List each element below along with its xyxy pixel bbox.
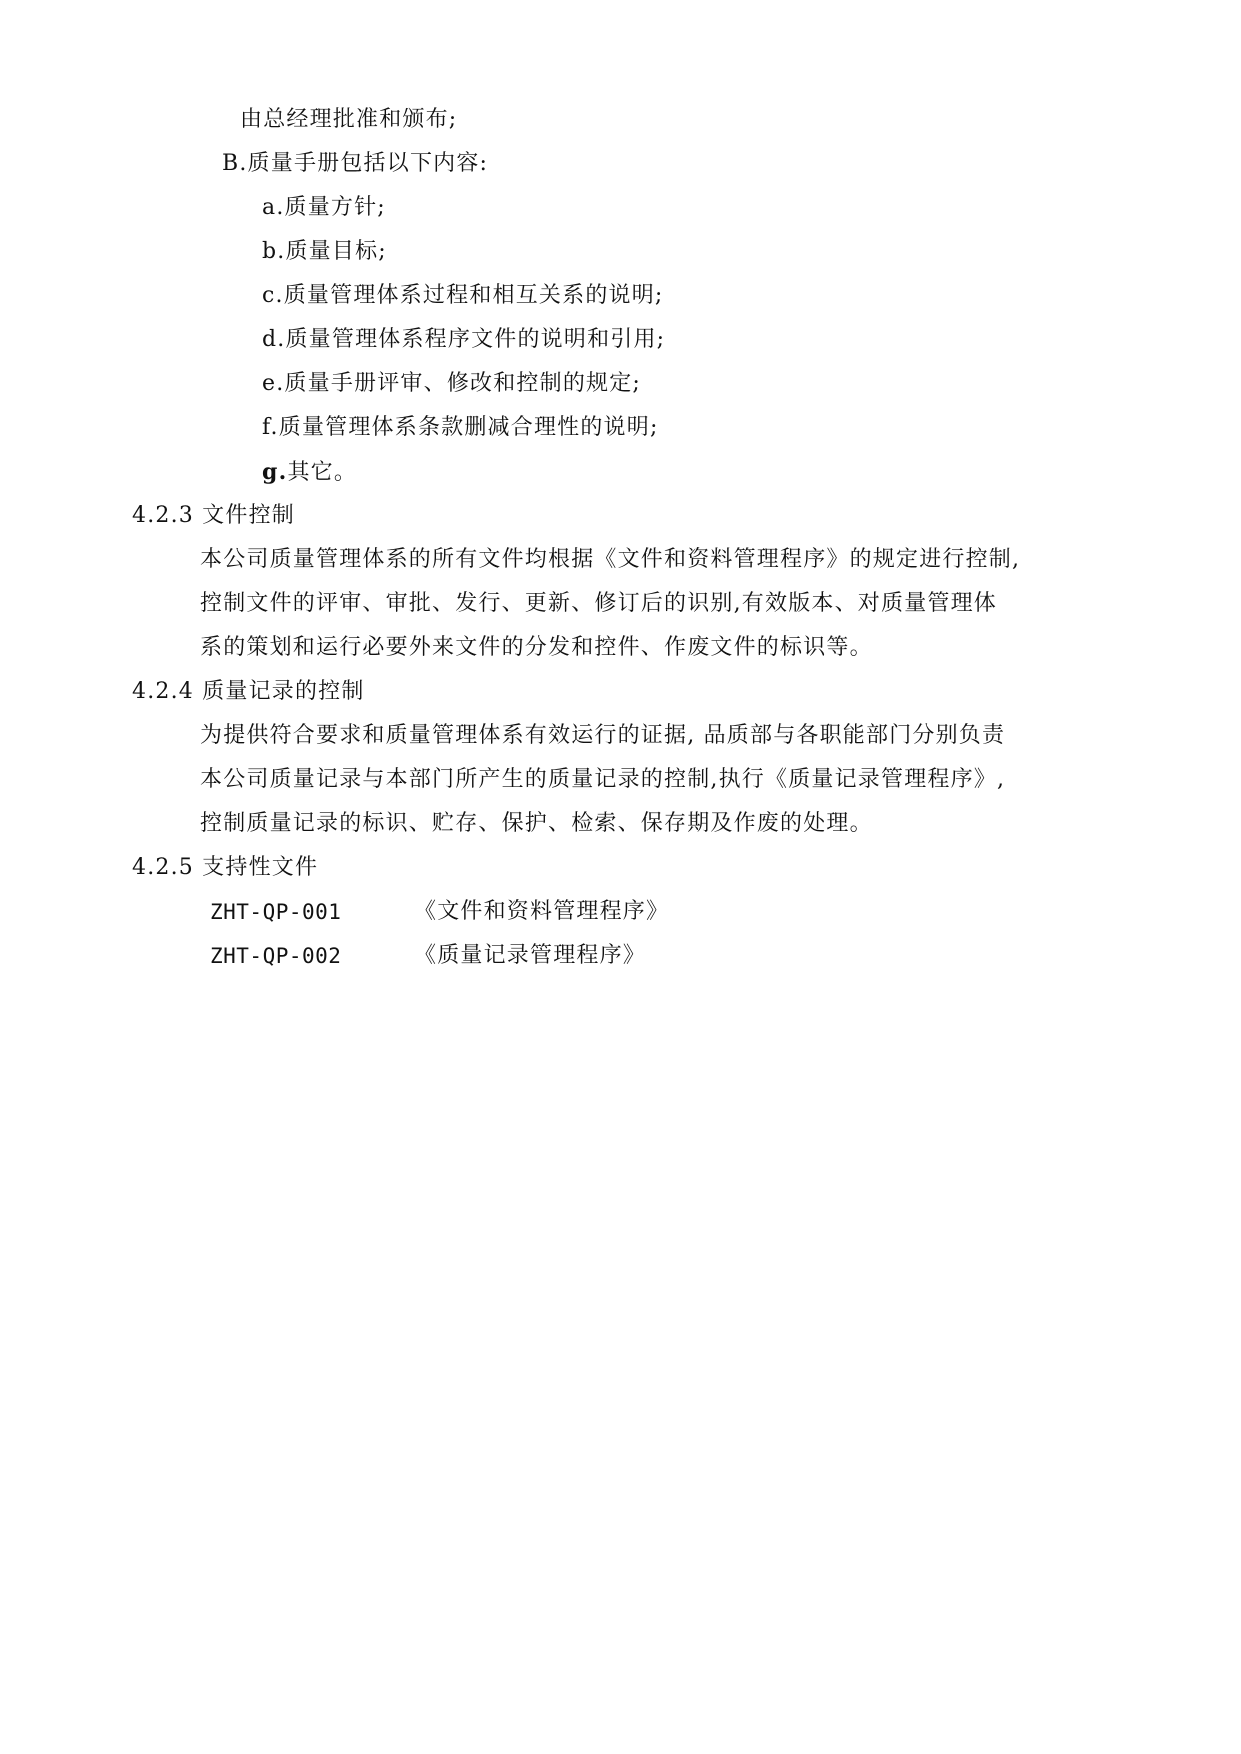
list-item	[262, 457, 357, 488]
paragraph-line: 控制文件的评审、审批、发行、更新、修订后的识别,有效版本、对质量管理体	[200, 591, 997, 616]
paragraph-line: 本公司质量管理体系的所有文件均根据《文件和资料管理程序》的规定进行控制,	[200, 547, 1021, 572]
list-item: c.质量管理体系过程和相互关系的说明;	[262, 283, 664, 308]
paragraph-line: 为提供符合要求和质量管理体系有效运行的证据, 品质部与各职能部门分别负责	[200, 723, 1006, 748]
list-item: f.质量管理体系条款删减合理性的说明;	[262, 415, 659, 440]
paragraph-line: 系的策划和运行必要外来文件的分发和控件、作废文件的标识等。	[200, 635, 873, 660]
reference-title: 《文件和资料管理程序》	[414, 899, 670, 924]
list-item-marker: g.	[262, 459, 288, 485]
list-item: a.质量方针;	[262, 195, 386, 220]
section-b-heading: B.质量手册包括以下内容:	[222, 151, 489, 176]
list-item-text: 其它。	[287, 460, 358, 485]
reference-title: 《质量记录管理程序》	[414, 943, 647, 968]
list-item: b.质量目标;	[262, 239, 387, 264]
reference-code: ZHT-QP-001	[210, 900, 342, 924]
section-heading-4-2-4: 4.2.4 质量记录的控制	[132, 679, 365, 704]
section-heading-4-2-3: 4.2.3 文件控制	[132, 503, 295, 528]
section-heading-4-2-5: 4.2.5 支持性文件	[132, 855, 319, 880]
section-a-tail: 由总经理批准和颁布;	[240, 107, 458, 132]
paragraph-line: 本公司质量记录与本部门所产生的质量记录的控制,执行《质量记录管理程序》,	[200, 767, 1006, 792]
list-item: e.质量手册评审、修改和控制的规定;	[262, 371, 642, 396]
list-item: d.质量管理体系程序文件的说明和引用;	[262, 327, 666, 352]
paragraph-line: 控制质量记录的标识、贮存、保护、检索、保存期及作废的处理。	[200, 811, 873, 836]
reference-code: ZHT-QP-002	[210, 944, 342, 968]
